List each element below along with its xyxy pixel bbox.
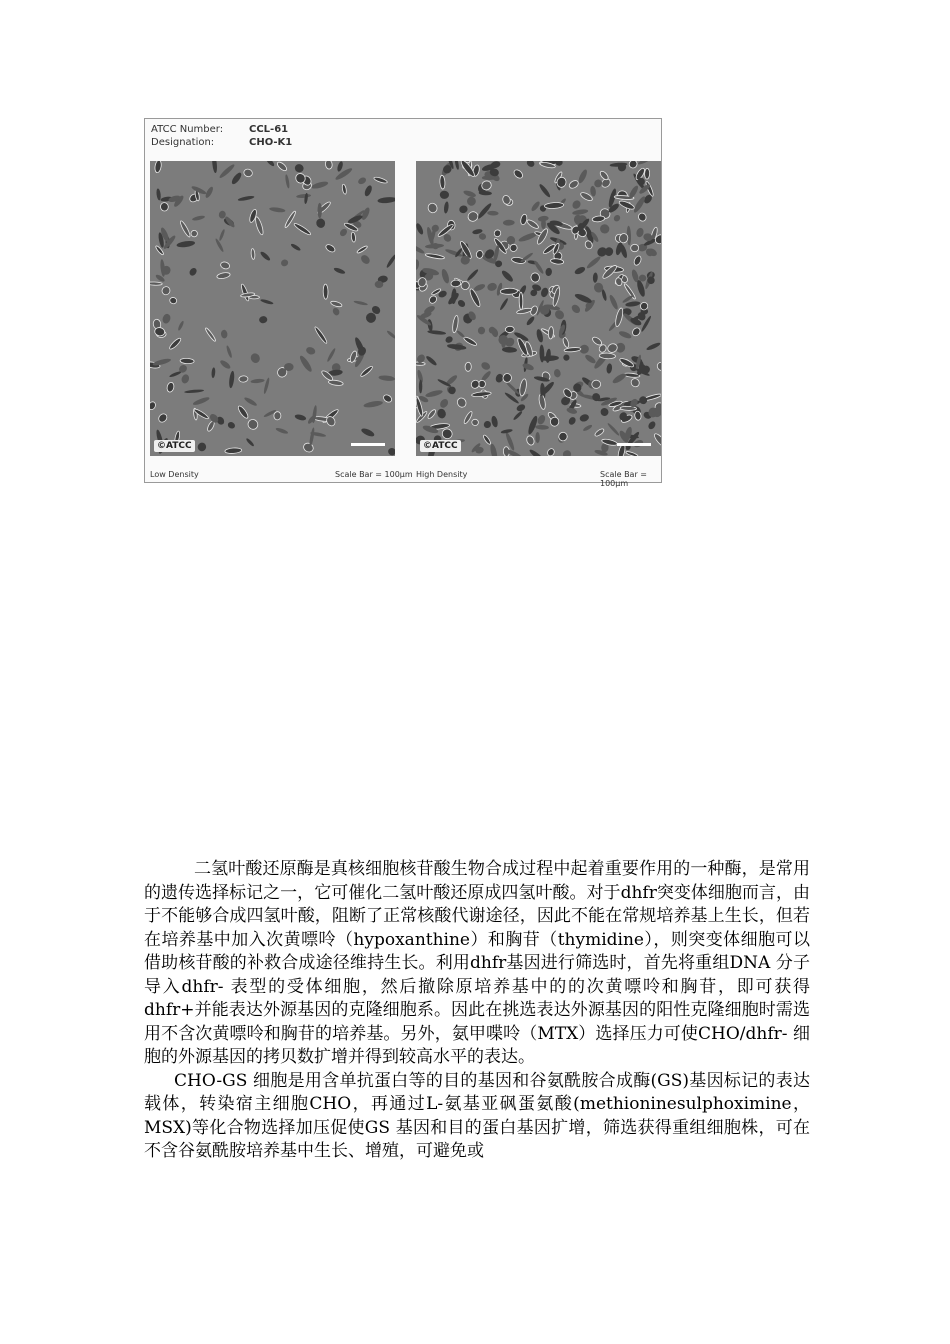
cell-shape xyxy=(188,267,198,277)
designation-label: Designation: xyxy=(151,137,215,148)
cell-shape xyxy=(653,432,661,448)
atcc-number-value: CCL-61 xyxy=(249,124,289,135)
cell-shape xyxy=(456,396,468,408)
cell-shape xyxy=(416,244,425,255)
cell-shape xyxy=(385,253,395,268)
atcc-logo: ©ATCC xyxy=(154,440,195,452)
cell-shape xyxy=(520,214,528,226)
cell-shape xyxy=(564,347,581,352)
cell-shape xyxy=(493,229,502,238)
cell-shape xyxy=(315,217,326,229)
cell-shape xyxy=(538,215,549,222)
high-density-micrograph xyxy=(416,161,661,456)
cell-shape xyxy=(613,214,622,223)
cell-shape xyxy=(290,243,301,252)
cell-shape xyxy=(216,272,230,280)
cell-shape xyxy=(465,362,472,371)
cell-shape xyxy=(599,170,610,181)
cell-shape xyxy=(618,330,632,340)
cell-shape xyxy=(562,337,570,348)
cell-shape xyxy=(546,447,555,456)
cell-shape xyxy=(599,353,615,359)
cell-shape xyxy=(490,415,498,428)
cell-shape xyxy=(545,267,552,276)
cell-shape xyxy=(245,437,255,447)
cell-shape xyxy=(246,417,260,431)
cell-shape xyxy=(608,294,619,311)
cell-shape xyxy=(486,282,497,292)
cell-shape xyxy=(377,196,395,203)
cell-shape xyxy=(515,403,526,413)
cell-shape xyxy=(572,208,589,215)
cell-shape xyxy=(314,326,328,344)
cell-shape xyxy=(499,298,509,311)
cell-shape xyxy=(179,220,191,238)
cell-shape xyxy=(637,212,648,223)
cell-shape xyxy=(478,233,486,241)
cell-shape xyxy=(568,179,580,190)
cell-shape xyxy=(204,327,216,342)
cell-shape xyxy=(325,243,337,253)
cell-shape xyxy=(237,405,250,420)
cell-shape xyxy=(480,361,491,371)
cell-shape xyxy=(228,371,235,389)
cell-shape xyxy=(536,414,547,426)
cell-shape xyxy=(628,161,639,170)
cell-shape xyxy=(607,422,621,436)
cell-shape xyxy=(243,168,253,178)
cell-shape xyxy=(160,285,171,296)
cell-shape xyxy=(218,163,236,180)
cell-shape xyxy=(519,378,528,396)
cell-shape xyxy=(525,315,535,326)
cell-shape xyxy=(251,248,256,259)
cell-shape xyxy=(427,202,439,214)
cell-shape xyxy=(260,298,274,305)
cell-shape xyxy=(294,163,305,173)
cell-shape xyxy=(323,284,328,299)
cell-shape xyxy=(333,267,346,275)
cell-shape xyxy=(468,288,481,308)
cell-shape xyxy=(419,380,422,394)
cell-shape xyxy=(336,161,343,172)
cell-shape xyxy=(176,240,195,248)
designation-value: CHO-K1 xyxy=(249,137,293,148)
cell-shape xyxy=(230,171,243,185)
cell-shape xyxy=(180,373,190,384)
cell-shape xyxy=(530,200,541,212)
cell-shape xyxy=(550,258,564,265)
cell-shape xyxy=(227,421,236,430)
cell-shape xyxy=(243,396,258,407)
cell-shape xyxy=(500,269,514,283)
cell-shape xyxy=(378,375,395,382)
cell-shape xyxy=(451,280,461,288)
cell-shape xyxy=(363,184,373,197)
cell-shape xyxy=(285,174,291,189)
cell-shape xyxy=(192,215,206,222)
low-density-cells-image xyxy=(150,161,395,456)
cell-shape xyxy=(438,397,449,409)
cell-shape xyxy=(606,342,618,354)
cell-shape xyxy=(458,204,468,214)
cell-shape xyxy=(444,335,454,344)
cell-shape xyxy=(571,199,582,211)
cell-shape xyxy=(525,435,535,446)
cell-shape xyxy=(363,400,383,409)
cell-shape xyxy=(606,363,613,374)
cell-shape xyxy=(192,396,210,407)
cell-shape xyxy=(318,203,322,218)
paragraph-dhfr: 二氢叶酸还原酶是真核细胞核苷酸生物合成过程中起着重要作用的一种酶，是常用的遗传选择标记之一，它可催化二氢叶酸还原成四氢叶酸。对于dhfr突变体细胞而言，由于不能够合成四氢叶酸，阻断了正常核酸代谢途径，因此不能在常规培养基上生长，但若在培养基中加入次黄嘌呤（hypoxanthine）和胸苷（thymidine），则突变体细胞可以借助核苷酸的补救合成途径维持生长。利用dhfr基因进行筛选时，首先将重组DNA 分子导入dhfr- 表型的受体细胞，然后撤除原培养基中的的次黄嘌呤和胸苷，即可获得dhfr+并能表达外源基因的克隆细胞系。因此在挑选表达外源基因的阳性克隆细胞时需选用不含次黄嘌呤和胸苷的培养基。另外，氨甲喋呤（MTX）选择压力可使CHO/dhfr- 细胞的外源基因的拷贝数扩增并得到较高水平的表达。 xyxy=(144,859,810,1067)
cell-shape xyxy=(152,357,171,367)
cell-shape xyxy=(387,447,395,456)
cell-shape xyxy=(161,313,171,325)
cell-shape xyxy=(632,195,647,214)
cell-shape xyxy=(530,272,540,283)
cell-shape xyxy=(439,175,445,189)
cell-shape xyxy=(535,432,539,443)
cell-shape xyxy=(169,297,178,305)
cell-shape xyxy=(325,161,333,170)
cell-shape xyxy=(471,391,491,397)
cell-shape xyxy=(584,353,597,365)
cell-shape xyxy=(218,210,226,219)
cell-shape xyxy=(592,215,605,222)
cell-shape xyxy=(250,378,264,383)
figure-metadata xyxy=(151,123,292,149)
cell-shape xyxy=(357,176,367,185)
cell-shape xyxy=(428,294,438,304)
cell-shape xyxy=(326,347,336,362)
cell-shape xyxy=(482,434,491,445)
cell-shape xyxy=(590,186,597,197)
cell-shape xyxy=(211,367,216,378)
cell-shape xyxy=(473,283,486,293)
cell-shape xyxy=(503,220,515,226)
cell-shape xyxy=(275,427,289,435)
paragraph-cho-gs: CHO-GS 细胞是用含单抗蛋白等的目的基因和谷氨酰胺合成酶(GS)基因标记的表达载体，转染宿主细胞CHO，再通过L-氨基亚砜蛋氨酸(methioninesulphoximine，MSX)等化合物选择加压促使GS 基因和目的蛋白基因扩增，筛选获得重组细胞株，可在不含谷氨酰胺培养基中生长、增殖，可避免或 xyxy=(144,1070,810,1161)
scale-bar xyxy=(351,443,385,446)
cell-shape xyxy=(479,380,486,388)
cell-shape xyxy=(353,300,368,306)
cell-shape xyxy=(191,230,198,237)
cell-shape xyxy=(166,382,175,393)
cell-shape xyxy=(440,191,449,200)
cell-shape xyxy=(500,288,517,295)
cell-shape xyxy=(593,272,598,282)
cell-shape xyxy=(629,377,640,388)
cell-shape xyxy=(502,373,512,383)
cell-micrograph-figure xyxy=(144,118,662,488)
cell-shape xyxy=(440,268,450,284)
cell-shape xyxy=(416,222,425,235)
cell-shape xyxy=(298,354,313,373)
cell-shape xyxy=(330,300,342,308)
cell-shape xyxy=(302,442,315,454)
cell-shape xyxy=(219,359,232,370)
cell-shape xyxy=(443,201,449,213)
cell-shape xyxy=(582,424,593,432)
cell-shape xyxy=(280,258,289,267)
cell-shape xyxy=(386,330,395,340)
cell-shape xyxy=(519,292,523,310)
cell-shape xyxy=(452,315,459,333)
cell-shape xyxy=(294,413,307,421)
cell-shape xyxy=(526,218,540,230)
cell-shape xyxy=(614,307,624,327)
cell-shape xyxy=(440,427,453,440)
cell-shape xyxy=(311,180,329,190)
cell-shape xyxy=(522,362,535,371)
cell-shape xyxy=(427,409,437,420)
cell-shape xyxy=(218,229,225,242)
cell-shape xyxy=(591,336,603,347)
cell-shape xyxy=(595,245,608,258)
cell-shape xyxy=(305,346,316,356)
cell-shape xyxy=(177,320,185,331)
cell-shape xyxy=(577,168,589,184)
cell-shape xyxy=(274,412,281,420)
cell-shape xyxy=(476,250,484,259)
cell-shape xyxy=(540,287,550,298)
atcc-number-label: ATCC Number: xyxy=(151,124,224,135)
cell-shape xyxy=(550,417,559,427)
cell-shape xyxy=(635,227,644,238)
cell-shape xyxy=(512,168,524,180)
cell-shape xyxy=(382,393,393,403)
cell-shape xyxy=(489,443,498,456)
cell-shape xyxy=(599,407,610,418)
cell-shape xyxy=(220,261,231,270)
cell-shape xyxy=(574,292,593,304)
cell-shape xyxy=(637,161,651,166)
cell-shape xyxy=(425,389,444,399)
cell-shape xyxy=(586,255,602,270)
cell-shape xyxy=(611,372,627,385)
cell-shape xyxy=(476,202,493,220)
cell-shape xyxy=(265,161,276,167)
low-density-caption: Low Density xyxy=(150,470,199,479)
cell-shape xyxy=(454,161,459,170)
cell-shape xyxy=(553,368,561,378)
cell-shape xyxy=(567,416,577,426)
cell-shape xyxy=(342,184,347,195)
cell-shape xyxy=(225,447,242,454)
cell-shape xyxy=(579,413,590,423)
cell-shape xyxy=(180,358,194,364)
cell-shape xyxy=(528,448,545,456)
body-text xyxy=(144,858,810,1164)
cell-shape xyxy=(416,259,420,270)
cell-shape xyxy=(360,365,374,378)
low-density-micrograph xyxy=(150,161,395,456)
cell-shape xyxy=(656,361,661,371)
cell-shape xyxy=(631,326,642,337)
cell-shape xyxy=(512,410,523,421)
cell-shape xyxy=(184,389,204,394)
cell-shape xyxy=(239,376,249,383)
cell-shape xyxy=(196,441,207,452)
cell-shape xyxy=(625,451,638,456)
cell-shape xyxy=(269,206,286,213)
cell-shape xyxy=(482,420,492,430)
cell-shape xyxy=(463,189,477,198)
cell-shape xyxy=(535,425,549,430)
cell-shape xyxy=(456,330,466,339)
cell-shape xyxy=(226,345,233,358)
cell-shape xyxy=(536,228,550,246)
cell-shape xyxy=(211,161,217,173)
cell-shape xyxy=(425,253,445,260)
cell-shape xyxy=(505,326,514,333)
cell-shape xyxy=(425,243,444,249)
cell-shape xyxy=(646,341,661,351)
cell-shape xyxy=(293,222,312,236)
cell-shape xyxy=(470,379,481,390)
cell-shape xyxy=(594,428,605,438)
cell-shape xyxy=(525,161,535,168)
cell-shape xyxy=(466,196,477,207)
cell-shape xyxy=(351,232,356,242)
scale-bar xyxy=(617,443,651,446)
cell-shape xyxy=(516,307,532,315)
cell-shape xyxy=(538,183,551,198)
cell-shape xyxy=(259,316,268,324)
cell-shape xyxy=(240,283,250,301)
cell-shape xyxy=(339,227,349,237)
cell-shape xyxy=(156,188,161,200)
cell-shape xyxy=(238,195,255,202)
cell-shape xyxy=(466,210,479,223)
cell-shape xyxy=(625,301,641,308)
high-density-scale-caption: Scale Bar = 100µm xyxy=(600,470,647,488)
cell-shape xyxy=(647,420,657,430)
cell-shape xyxy=(373,176,388,184)
cell-shape xyxy=(259,250,271,261)
cell-shape xyxy=(553,308,566,321)
cell-shape xyxy=(168,337,182,351)
cell-shape xyxy=(154,161,162,173)
cell-shape xyxy=(562,449,572,456)
cell-shape xyxy=(502,347,517,353)
high-density-cells-image xyxy=(416,161,661,456)
cell-shape xyxy=(544,202,564,209)
cell-shape xyxy=(463,336,478,347)
cell-shape xyxy=(309,427,316,447)
low-density-scale-caption: Scale Bar = 100µm xyxy=(335,470,413,479)
cell-shape xyxy=(276,161,288,172)
cell-shape xyxy=(487,211,499,216)
cell-shape xyxy=(478,327,486,335)
cell-shape xyxy=(221,329,228,338)
cell-shape xyxy=(430,223,440,233)
cell-shape xyxy=(644,168,649,179)
cell-shape xyxy=(160,202,169,211)
cell-shape xyxy=(592,380,601,388)
cell-shape xyxy=(157,412,169,424)
cell-shape xyxy=(570,303,582,315)
cell-shape xyxy=(457,299,467,309)
cell-shape xyxy=(563,354,569,360)
cell-shape xyxy=(574,266,587,276)
cell-shape xyxy=(548,326,554,339)
cell-shape xyxy=(249,352,261,365)
cell-shape xyxy=(466,268,479,281)
atcc-logo: ©ATCC xyxy=(420,440,461,452)
cell-shape xyxy=(150,282,162,286)
cell-shape xyxy=(360,427,375,438)
cell-shape xyxy=(332,307,341,317)
cell-shape xyxy=(254,216,265,235)
cell-shape xyxy=(296,193,311,198)
cell-shape xyxy=(356,245,368,254)
high-density-caption: High Density xyxy=(416,470,468,479)
cell-shape xyxy=(359,253,371,265)
cell-shape xyxy=(533,260,545,275)
cell-shape xyxy=(631,244,639,252)
cell-shape xyxy=(598,222,611,235)
cell-shape xyxy=(436,408,447,420)
cell-shape xyxy=(471,419,478,426)
cell-shape xyxy=(334,167,353,182)
cell-shape xyxy=(425,355,438,367)
cell-shape xyxy=(150,401,157,411)
cell-shape xyxy=(633,255,643,266)
